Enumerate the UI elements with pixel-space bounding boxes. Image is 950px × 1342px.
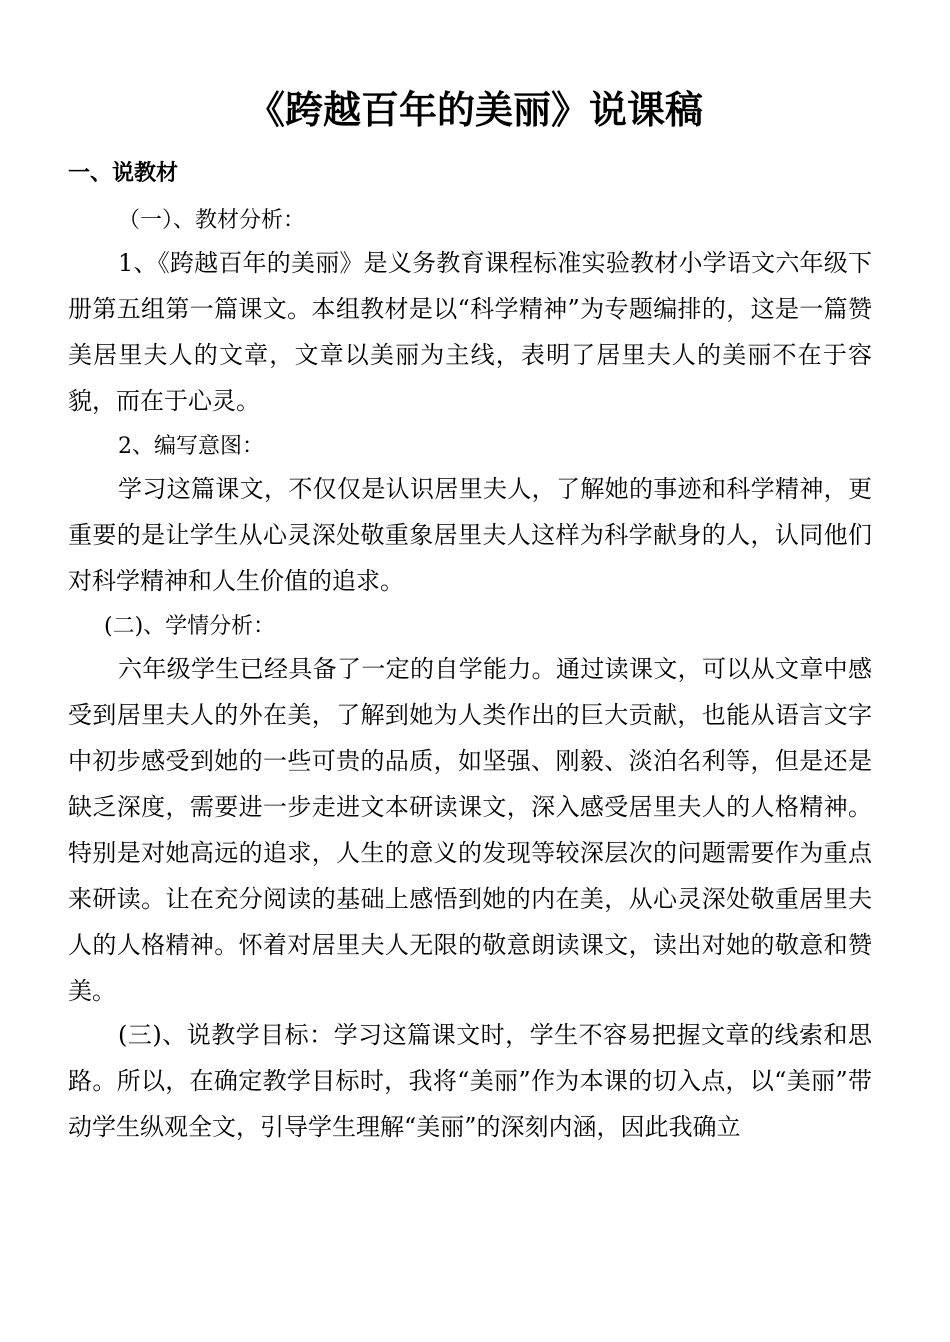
paragraph-writing-intent: 学习这篇课文，不仅仅是认识居里夫人，了解她的事迹和科学精神，更重要的是让学生从心灵深处敬重象居里夫人这样为科学献身的人，认同他们对科学精神和人生价值的追求。 [68,475,872,595]
section-heading: 一、说教材 [68,161,179,186]
paragraph-textbook-analysis: 1、《跨越百年的美丽》是义务教育课程标准实验教材小学语文六年级下册第五组第一篇课文。本组教材是以“科学精神”为专题编排的，这是一篇赞美居里夫人的文章，文章以美丽为主线，表明了居里夫人的美丽不在于容貌，而在于心灵。 [68,249,872,415]
subheading-textbook-analysis: （一）、教材分析： [118,208,306,233]
paragraph-teaching-goals: (三)、说教学目标：学习这篇课文时，学生不容易把握文章的线索和思路。所以，在确定教学目标时，我将“美丽”作为本课的切入点，以“美丽”带动学生纵观全文，引导学生理解“美丽”的深刻内涵，因此我确立 [68,1021,872,1141]
subheading-student-analysis: (二)、学情分析： [104,614,276,639]
paragraph-student-analysis: 六年级学生已经具备了一定的自学能力。通过读课文，可以从文章中感受到居里夫人的外在美，了解到她为人类作出的巨大贡献，也能从语言文字中初步感受到她的一些可贵的品质，如坚强、刚毅、淡泊名利等，但是还是缺乏深度，需要进一步走进文本研读课文，深入感受居里夫人的人格精神。特别是对她高远的追求，人生的意义的发现等较深层次的问题需要作为重点来研读。让在充分阅读的基础上感悟到她的内在美，从心灵深处敬重居里夫人的人格精神。怀着对居里夫人无限的敬意朗读课文，读出对她的敬意和赞美。 [68,655,872,1005]
subheading-writing-intent: 2、编写意图： [118,434,264,459]
document-title: 《跨越百年的美丽》说课稿 [246,88,703,132]
